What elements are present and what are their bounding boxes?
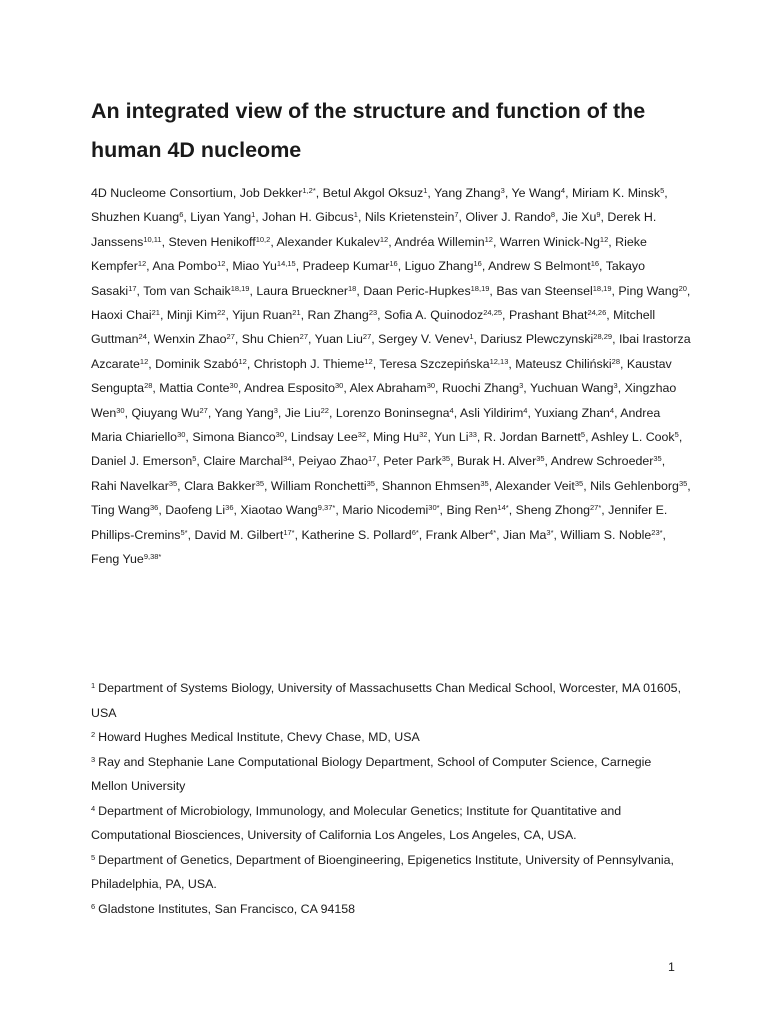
author-name: Ana Pombo [152,259,218,274]
author-name: Yun Li [434,430,469,445]
author-name: Prashant Bhat [508,308,588,323]
author-affiliation-mark: 17* [283,527,295,537]
author-list: 4D Nucleome Consortium, Job Dekker$^{1,2*}$, Betul Akgol Oksuz$^1$, Yang Zhang$^3$, Ye Wang$^4$, Miriam K. Minsk$^5$, Shuzhen Kuang$^6$, Liyan Yang$^1$, Johan H. Gibcus$^1$, Nils Krietenstein$^7$, Oliver J. Rando$^8$, Jie Xu$^9$, Derek H. Janssens$^{10,11}$, Steven Henikoff$^{10,2}$, Alexander Kukalev$^{12}$, Andréa Willemin$^{12}$, Warren Winick-Ng$^{12}$, Rieke Kempfer$^{12}$, Ana Pombo$^{12}$, Miao Yu$^{14,15}$, Pradeep Kumar$^{16}$, Liguo Zhang$^{16}$, Andrew S Belmont$^{16}$, Takayo Sasaki$^{17}$, Tom van Schaik$^{18,19}$, Laura Brueckner$^{18}$, Daan Peric-Hupkes$^{18,19}$, Bas van Steensel$^{18,19}$, Ping Wang$^{20}$, Haoxi Chai$^{21}$, Minji Kim$^{22}$, Yijun Ruan$^{21}$, Ran Zhang$^{23}$, Sofia A. Quinodoz$^{24,25}$, Prashant Bhat$^{24,26}$, Mitchell Guttman$^{24}$, Wenxin Zhao$^{27}$, Shu Chien$^{27}$, Yuan Liu$^{27}$, Sergey V. Venev$^1$, Dariusz Plewczynski$^{28,29}$, Ibai Irastorza Azcarate$^{12}$, Dominik Szabó$^{12}$, Christoph J. Thieme$^{12}$, Teresa Szczepińska$^{12,13}$, Mateusz Chiliński$^{28}$, Kaustav Sengupta$^{28}$, Mattia Conte$^{30}$, Andrea Esposito$^{30}$, Alex Abraham$^{30}$, Ruochi Zhang$^3$, Yuchuan Wang$^3$, Xingzhao Wen$^{30}$, Qiuyang Wu$^{27}$, Yang Yang$^3$, Jie Liu$^{22}$, Lorenzo Boninsegna$^4$, Asli Yildirim$^4$, Yuxiang Zhan$^4$, Andrea Maria Chiariello$^{30}$, Simona Bianco$^{30}$, Lindsay Lee$^{32}$, Ming Hu$^{32}$, Yun Li$^{33}$, R. Jordan Barnett$^5$, Ashley L. Cook$^5$, Daniel J. Emerson$^5$, Claire Marchal$^{34}$, Peiyao Zhao$^{17}$, Peter Park$^{35}$, Burak H. Alver$^{35}$, Andrew Schroeder$^{35}$, Rahi Navelkar$^{35}$, Clara Bakker$^{35}$, William Ronchetti$^{35}$, Shannon Ehmsen$^{35}$, Alexander Veit$^{35}$, Nils Gehlenborg$^{35}$, Ting Wang$^{36}$, Daofeng Li$^{36}$, Xiaotao Wang$^{9,37*}$, Mario Nicodemi$^{30*}$, Bing Ren$^{14*}$, Sheng Zhong$^{27*}$, Jennifer E. Phillips-Cremins$^{5*}$, David M. Gilbert$^{17*}$, Katherine S. Pollard$^{6*}$, Frank Alber$^{4*}$, Jian $Ma^{3*}$, William S. Noble$^{23*}$, Feng Yue$^{9,38*}$ [91,186,691,567]
author-name: Jian Ma [503,527,547,542]
author-name: Daan Peric-Hupkes [363,283,471,298]
author-affiliation-mark: 17 [128,283,137,293]
affiliation-item [91,848,691,897]
author-name: David M. Gilbert [194,527,284,542]
affiliation-item [91,799,691,848]
author-affiliation-mark: 24,26 [587,308,607,318]
author-affiliation-mark: 12 [137,259,147,269]
affiliation-number: 6 [91,901,96,911]
affiliation-text: Department of Genetics, Department of Bioengineering, Epigenetics Institute, University of Pennsylvania, Philadelphia, PA, USA. [91,852,674,891]
author-name: Shannon Ehmsen [381,478,481,493]
author-name: Alexander Veit [494,478,575,493]
author-affiliation-mark: 9,38* [143,552,162,562]
author-affiliation-mark: 7 [454,210,459,220]
author-name: Andrew Schroeder [550,454,654,469]
author-name: Ruochi Zhang [441,381,520,396]
author-name: Feng Yue [91,552,144,567]
author-name: Xiaotao Wang [240,503,318,518]
author-name: Mateusz Chiliński [515,356,612,371]
author-name: Peter Park [383,454,442,469]
author-name: William S. Noble [560,527,652,542]
author-name: Ashley L. Cook [591,430,675,445]
author-affiliation-mark: 21 [151,308,160,318]
author-name: Derek H. Janssens [91,210,657,249]
author-affiliation-mark: 3* [546,527,554,537]
affiliation-item [91,725,691,750]
author-name: Ran Zhang [307,308,369,323]
author-affiliation-mark: 34 [283,454,292,464]
author-affiliation-mark: 28 [144,381,153,391]
author-name: Nils Gehlenborg [590,478,679,493]
author-affiliation-mark: 1,2* [302,186,316,195]
author-affiliation-mark: 4 [609,405,615,415]
author-affiliation-mark: 27* [589,503,602,513]
author-name: Jie Liu [284,405,321,420]
author-affiliation-mark: 9,37* [317,503,336,513]
author-name: Ping Wang [618,283,679,298]
author-name: Qiuyang Wu [131,405,200,420]
author-affiliation-mark: 8 [550,210,556,220]
author-affiliation-mark: 18,19 [592,283,612,293]
author-name: Laura Brueckner [256,283,348,298]
author-affiliation-mark: 35 [441,454,451,464]
author-affiliation-mark: 21 [292,308,301,318]
author-affiliation-mark: 35 [480,478,489,488]
author-affiliation-mark: 30 [335,381,344,391]
author-name: Kaustav Sengupta [91,356,672,396]
author-affiliation-mark: 28 [611,356,621,366]
author-affiliation-mark: 5 [192,454,197,464]
author-affiliation-mark: 1 [353,210,358,220]
author-name: Jennifer E. Phillips-Cremins [91,503,668,542]
author-affiliation-mark: 12 [364,356,373,366]
author-affiliation-mark: 32 [419,430,428,440]
author-affiliation-mark: 9 [596,210,601,220]
author-name: Wenxin Zhao [153,332,227,347]
author-affiliation-mark: 3 [500,186,505,195]
author-name: Dominik Szabó [155,356,239,371]
author-affiliation-mark: 6* [411,527,419,537]
author-name: R. Jordan Barnett [483,430,581,445]
author-affiliation-mark: 10,2 [255,234,271,244]
author-affiliation-mark: 6 [179,210,184,220]
author-name: Haoxi Chai [91,308,152,323]
author-affiliation-mark: 35 [366,478,375,488]
author-name: Daofeng Li [165,503,226,518]
affiliation-list [91,676,691,921]
affiliation-number: 2 [91,730,96,739]
author-affiliation-mark: 17 [367,454,377,464]
author-name: Ting Wang [91,503,150,518]
affiliation-text: Howard Hughes Medical Institute, Chevy Chase, MD, USA [98,730,420,744]
author-affiliation-mark: 33 [468,430,477,440]
author-name: Sergey V. Venev [378,332,470,347]
author-affiliation-mark: 4 [449,405,454,415]
affiliation-text: Gladstone Institutes, San Francisco, CA 94158 [98,901,356,916]
author-affiliation-mark: 5 [660,186,665,195]
author-affiliation-mark: 30 [177,430,186,440]
author-name: Mitchell Guttman [91,308,656,347]
author-name: Tom van Schaik [143,283,231,298]
author-name: Alexander Kukalev [276,234,380,249]
author-affiliation-mark: 12 [379,234,389,244]
author-affiliation-mark: 4 [560,186,566,195]
author-name: Nils Krietenstein [364,210,455,225]
author-affiliation-mark: 35 [653,454,662,464]
author-affiliation-mark: 35 [536,454,545,464]
author-name: Yuxiang Zhan [534,405,610,420]
author-name: Alex Abraham [349,381,427,396]
author-name: Warren Winick-Ng [499,234,600,249]
author-name: Rieke Kempfer [91,234,647,274]
author-name: Betul Akgol Oksuz [322,186,424,200]
author-name: Liguo Zhang [404,259,474,274]
page-number: 1 [668,960,675,974]
author-name: Teresa Szczepińska [379,356,490,371]
author-name: Katherine S. Pollard [301,527,412,542]
affiliation-item [91,750,691,799]
author-affiliation-mark: 35 [574,478,584,488]
author-name: Yijun Ruan [232,308,293,323]
author-affiliation-mark: 35 [678,478,688,488]
author-affiliation-mark: 30* [428,503,440,513]
author-name: Asli Yildirim [459,405,524,420]
author-affiliation-mark: 18,19 [470,283,490,293]
author-name: Simona Bianco [192,430,276,445]
author-affiliation-mark: 12 [139,356,149,366]
author-affiliation-mark: 3 [273,405,278,415]
author-name: Bas van Steensel [496,283,593,298]
author-affiliation-mark: 4 [523,405,528,415]
author-name: Sofia A. Quinodoz [384,308,484,323]
affiliation-item [91,676,691,725]
author-affiliation-mark: 1 [423,186,428,195]
author-affiliation-mark: 14* [497,503,509,513]
author-affiliation-mark: 5 [674,430,679,440]
affiliation-number: 1 [91,681,96,690]
author-affiliation-mark: 35 [255,478,265,488]
author-name: Ibai Irastorza Azcarate [91,332,691,371]
author-name: Andréa Willemin [394,234,485,249]
author-name: Andrea Maria Chiariello [91,405,661,445]
author-affiliation-mark: 5* [180,527,188,537]
author-name: Sheng Zhong [515,503,590,518]
author-affiliation-mark: 16 [473,259,482,269]
author-name: Johan H. Gibcus [262,210,354,225]
author-name: Claire Marchal [203,454,284,469]
author-affiliation-mark: 12 [217,259,226,269]
author-name: Yang Zhang [434,186,501,200]
author-name: Rahi Navelkar [91,478,169,493]
author-name: Ming Hu [372,430,420,445]
author-name: Andrea Esposito [244,381,336,396]
author-name: Lorenzo Boninsegna [335,405,450,420]
author-name: Yang Yang [214,405,274,420]
author-affiliation-mark: 18 [347,283,357,293]
author-affiliation-mark: 24 [138,332,147,342]
author-affiliation-mark: 35 [168,478,178,488]
author-affiliation-mark: 28,29 [593,332,613,342]
author-name: Andrew S Belmont [488,259,591,274]
author-name: Miao Yu [232,259,277,274]
author-name: Job Dekker [239,186,303,200]
author-affiliation-mark: 14,15 [276,259,296,269]
author-name: Miriam K. Minsk [571,186,661,200]
author-affiliation-mark: 10,11 [143,234,162,244]
author-affiliation-mark: 12 [484,234,493,244]
author-name: 4D Nucleome Consortium [91,186,233,200]
author-affiliation-mark: 12 [599,234,609,244]
author-affiliation-mark: 36 [150,503,159,513]
author-affiliation-mark: 22 [217,308,226,318]
author-name: Shu Chien [241,332,300,347]
author-affiliation-mark: 24,25 [483,308,503,318]
author-name: Mattia Conte [159,381,230,396]
author-affiliation-mark: 1 [251,210,256,220]
author-affiliation-mark: 12,13 [489,356,509,366]
affiliation-number: 4 [91,803,96,813]
author-affiliation-mark: 30 [275,430,284,440]
author-name: Bing Ren [446,503,498,518]
author-affiliation-mark: 23* [651,527,663,537]
author-affiliation-mark: 32 [357,430,367,440]
author-name: Oliver J. Rando [465,210,551,225]
author-affiliation-mark: 23 [368,308,378,318]
author-name: Lindsay Lee [290,430,358,445]
author-name: Dariusz Plewczynski [480,332,594,347]
author-name: Minji Kim [166,308,218,323]
author-affiliation-mark: 4* [489,527,497,537]
author-name: Yuan Liu [314,332,363,347]
affiliation-text: Department of Systems Biology, University of Massachusetts Chan Medical School, Worcester, MA 01605, USA [91,681,682,720]
author-name: Frank Alber [425,527,490,542]
author-name: Shuzhen Kuang [91,210,180,225]
affiliation-text: Ray and Stephanie Lane Computational Biology Department, School of Computer Science, Carnegie Mellon University [91,754,652,793]
author-name: Ye Wang [511,186,561,200]
author-name: Steven Henikoff [168,234,256,249]
author-affiliation-mark: 5 [580,430,586,440]
author-affiliation-mark: 27 [226,332,235,342]
author-name: Pradeep Kumar [302,259,390,274]
author-affiliation-mark: 30 [229,381,238,391]
author-affiliation-mark: 22 [320,405,329,415]
author-affiliation-mark: 36 [225,503,234,513]
author-name: Christoph J. Thieme [253,356,365,371]
author-affiliation-mark: 3 [519,381,524,391]
author-name: Takayo Sasaki [91,259,645,298]
author-name: Xingzhao Wen [91,381,677,420]
author-affiliation-mark: 30 [426,381,436,391]
author-affiliation-mark: 20 [678,283,687,293]
author-affiliation-mark: 27 [199,405,208,415]
author-affiliation-mark: 27 [362,332,372,342]
author-affiliation-mark: 27 [299,332,308,342]
author-name: Peiyao Zhao [298,454,368,469]
affiliation-item [91,897,691,922]
author-name: Burak H. Alver [457,454,537,469]
affiliation-number: 3 [91,754,96,764]
author-affiliation-mark: 16 [389,259,398,269]
affiliation-text: Department of Microbiology, Immunology, and Molecular Genetics; Institute for Quantitative and Computational Biosciences, University of California Los Angeles, Los Angeles, CA, USA. [91,803,622,842]
author-name: William Ronchetti [270,478,367,493]
author-affiliation-mark: 12 [238,356,247,366]
author-name: Clara Bakker [184,478,256,493]
author-affiliation-mark: 18,19 [230,283,250,293]
affiliation-number: 5 [91,852,96,862]
author-name: Jie Xu [561,210,597,225]
author-name: Mario Nicodemi [342,503,429,518]
author-affiliation-mark: 1 [469,332,474,342]
author-name: Daniel J. Emerson [91,454,193,469]
author-name: Yuchuan Wang [529,381,614,396]
author-affiliation-mark: 3 [613,381,618,391]
author-affiliation-mark: 16 [590,259,600,269]
author-affiliation-mark: 30 [116,405,125,415]
paper-title: An integrated view of the structure and function of the human 4D nucleome [91,99,646,162]
author-name: Liyan Yang [190,210,252,225]
